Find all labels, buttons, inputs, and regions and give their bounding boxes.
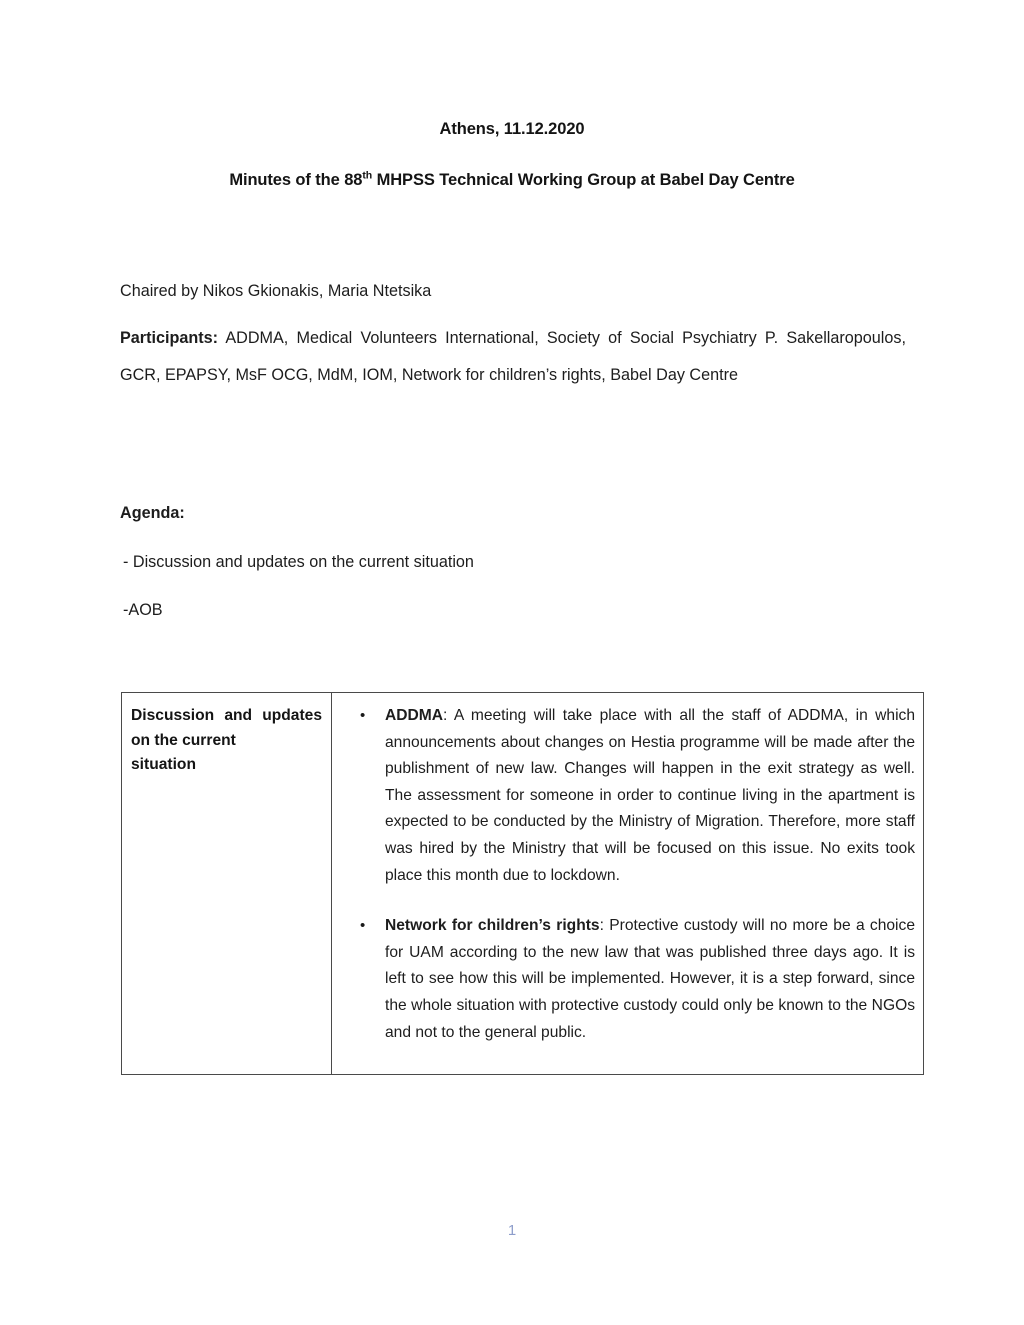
table-cell-details	[332, 693, 924, 1075]
bullet-separator: :	[443, 707, 454, 724]
title-ordinal-suffix: th	[362, 169, 373, 182]
document-title-heading	[0, 171, 1024, 190]
discussion-bullet-list	[340, 703, 915, 1046]
chaired-by-paragraph: Chaired by Nikos Gkionakis, Maria Ntetsika	[120, 282, 432, 300]
bullet-lead-label: Network for children’s rights	[385, 917, 600, 935]
participants-paragraph	[120, 320, 906, 394]
list-item	[340, 913, 915, 1046]
page-number: 1	[507, 1222, 517, 1239]
agenda-item-aob: -AOB	[123, 601, 163, 619]
list-item	[340, 703, 915, 889]
bullet-separator: :	[599, 917, 610, 935]
topic-line-3: situation	[131, 756, 196, 773]
bullet-icon: •	[360, 917, 366, 935]
bullet-icon: •	[360, 707, 366, 724]
title-text-before: Minutes of the 88	[229, 171, 363, 189]
bullet-lead-label: ADDMA	[385, 707, 444, 724]
topic-line-1: Discussion and	[131, 707, 253, 724]
table-row	[122, 693, 924, 1075]
agenda-item-discussion: - Discussion and updates on the current situation	[123, 553, 474, 571]
participants-label: Participants:	[120, 329, 219, 347]
bullet-body-text: Protective custody will no more be a choice for UAM according to the new law that was published three days ago. It is left to see how this will be implemented. However, it is a step forward, since the whole situation with protective custody could only be known to the NGOs and not to the general public.	[385, 917, 915, 1041]
table-cell-topic	[122, 693, 332, 1075]
topic-line-2: updates on the current	[131, 707, 322, 749]
topic-cell-text	[122, 693, 331, 788]
details-cell-text	[332, 693, 923, 1074]
minutes-table	[121, 692, 924, 1075]
bullet-body-text: A meeting will take place with all the staff of ADDMA, in which announcements about changes on Hestia programme will be made after the publishment of new law. Changes will happen in the exit strategy as well. The assessment for someone in order to continue living in the apartment is expected to be conducted by the Ministry of Migration. Therefore, more staff was hired by the Ministry that will be focused on this issue. No exits took place this month due to lockdown.	[385, 707, 916, 884]
participants-list: ADDMA, Medical Volunteers International, Society of Social Psychiatry P. Sakellaropoulos, GCR, EPAPSY, MsF OCG, MdM, IOM, Network for children’s rights, Babel Day Centre	[120, 329, 906, 384]
agenda-heading: Agenda:	[120, 504, 185, 522]
document-date-heading: Athens, 11.12.2020	[439, 120, 585, 138]
title-text-after: MHPSS Technical Working Group at Babel Day Centre	[372, 171, 795, 189]
